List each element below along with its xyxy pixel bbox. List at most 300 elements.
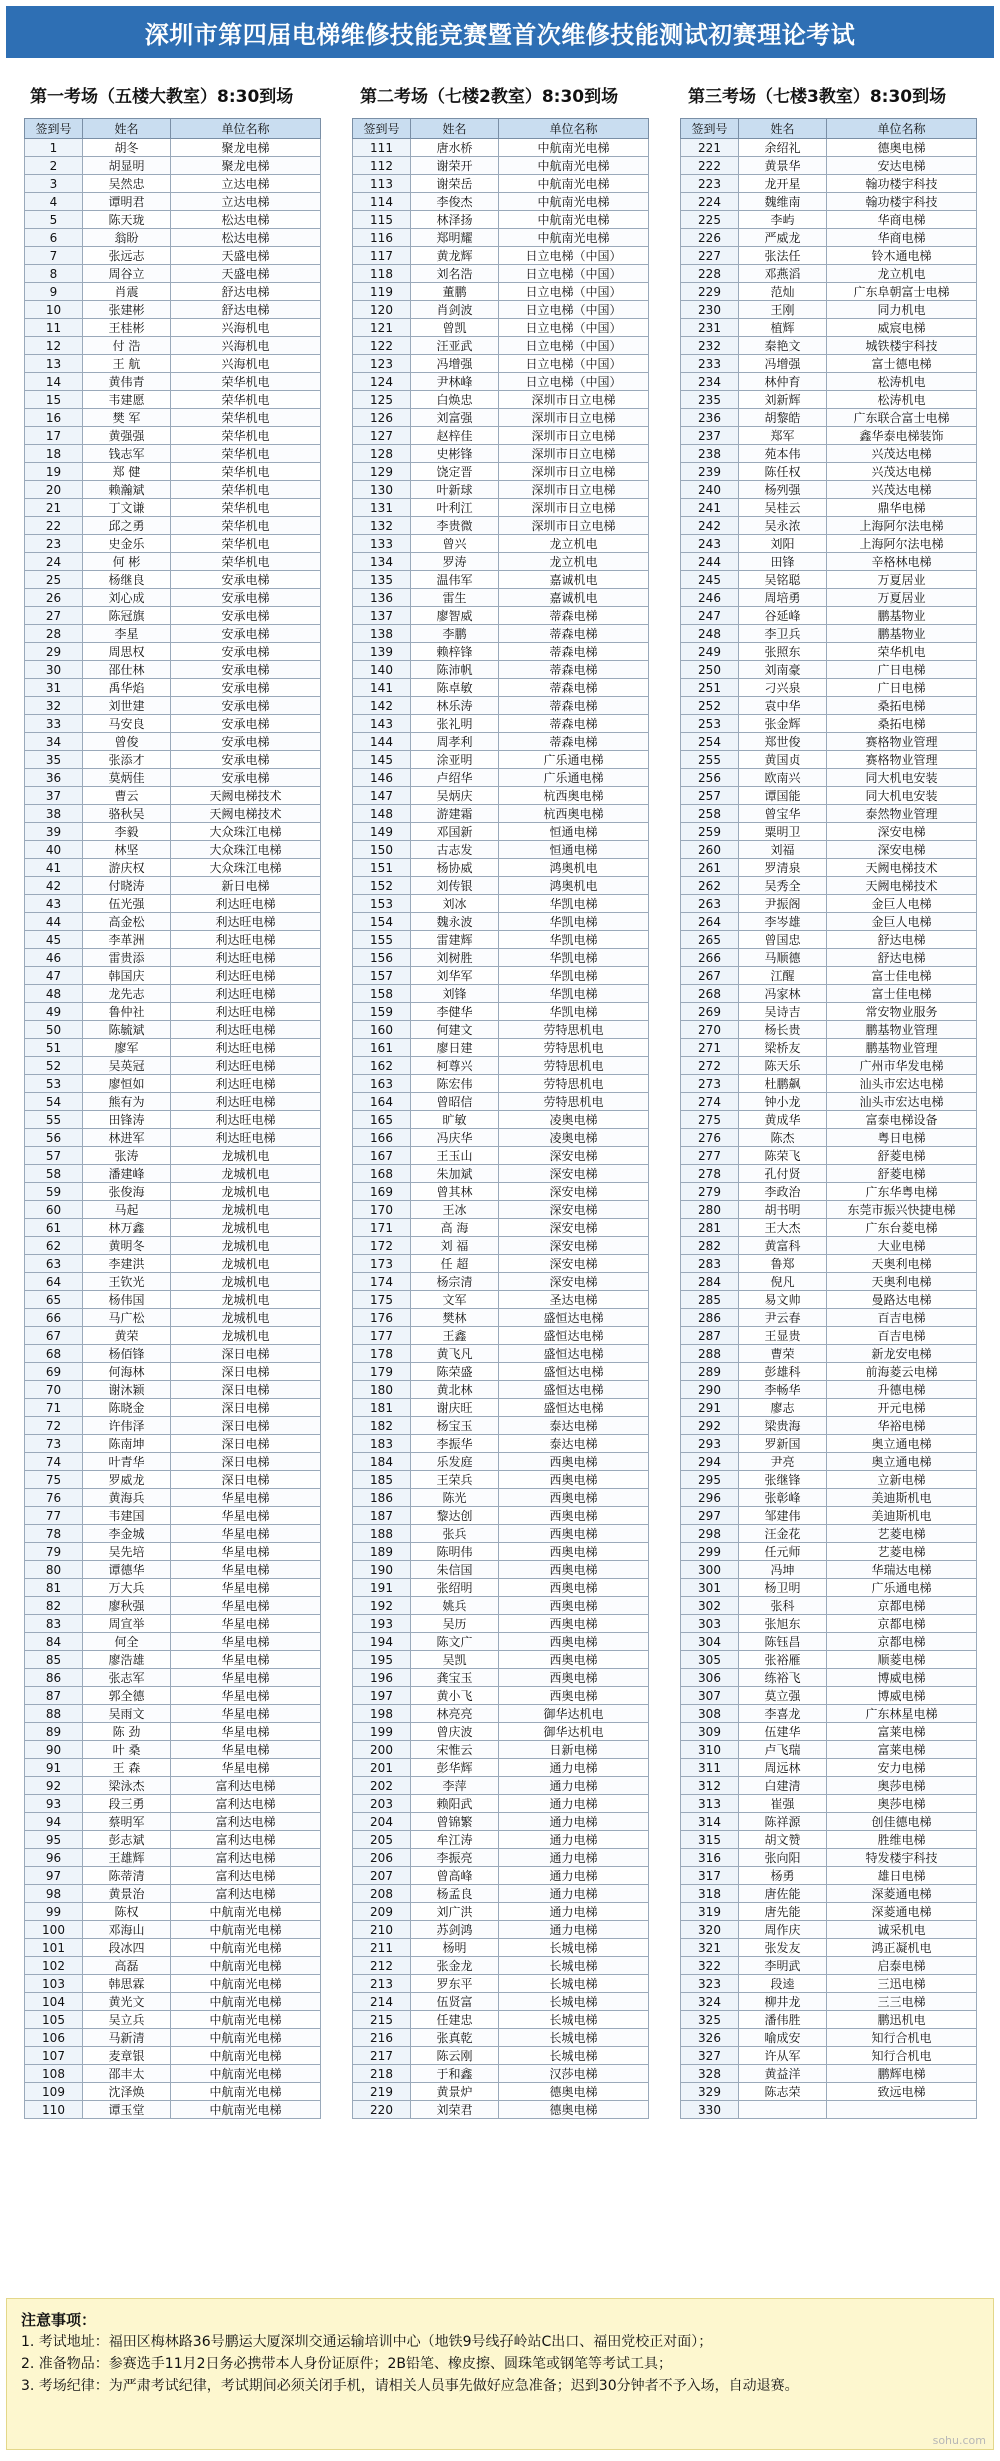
checkin-number: 9	[25, 283, 83, 301]
checkin-number: 235	[681, 391, 739, 409]
table-row	[25, 535, 321, 553]
table-row	[25, 481, 321, 499]
participant-name: 朱加斌	[411, 1165, 499, 1183]
company-name: 开元电梯	[827, 1399, 977, 1417]
checkin-number: 52	[25, 1057, 83, 1075]
checkin-number: 198	[353, 1705, 411, 1723]
company-name: 华星电梯	[171, 1615, 321, 1633]
company-name: 安承电梯	[171, 733, 321, 751]
participant-name: 刘心成	[83, 589, 171, 607]
participant-name: 王刚	[739, 301, 827, 319]
checkin-number: 83	[25, 1615, 83, 1633]
table-row	[681, 1255, 977, 1273]
participant-name: 廖军	[83, 1039, 171, 1057]
table-header	[353, 119, 649, 139]
table-row	[25, 1219, 321, 1237]
participant-name: 李建洪	[83, 1255, 171, 1273]
checkin-number: 290	[681, 1381, 739, 1399]
checkin-number: 56	[25, 1129, 83, 1147]
participant-name: 陈 劲	[83, 1723, 171, 1741]
company-name: 深菱通电梯	[827, 1885, 977, 1903]
checkin-number: 34	[25, 733, 83, 751]
participant-name: 张科	[739, 1597, 827, 1615]
table-row	[25, 1885, 321, 1903]
checkin-number: 269	[681, 1003, 739, 1021]
table-row	[25, 1309, 321, 1327]
participant-name: 邵丰太	[83, 2065, 171, 2083]
participant-name: 雷生	[411, 589, 499, 607]
table-row	[25, 1039, 321, 1057]
checkin-number: 15	[25, 391, 83, 409]
company-name: 利达旺电梯	[171, 949, 321, 967]
checkin-number: 151	[353, 859, 411, 877]
company-name: 利达旺电梯	[171, 1111, 321, 1129]
participant-name: 肖剑波	[411, 301, 499, 319]
table-row	[353, 895, 649, 913]
checkin-number: 157	[353, 967, 411, 985]
checkin-number: 82	[25, 1597, 83, 1615]
participant-name: 邓海山	[83, 1921, 171, 1939]
table-row	[25, 985, 321, 1003]
participant-name: 李岑雄	[739, 913, 827, 931]
participant-name: 罗新国	[739, 1435, 827, 1453]
checkin-number: 13	[25, 355, 83, 373]
company-name: 西奥电梯	[499, 1633, 649, 1651]
participant-name: 郑世俊	[739, 733, 827, 751]
table-row	[681, 1345, 977, 1363]
table-row	[25, 787, 321, 805]
checkin-number: 59	[25, 1183, 83, 1201]
table-row	[681, 571, 977, 589]
participant-name: 郑 健	[83, 463, 171, 481]
checkin-number: 202	[353, 1777, 411, 1795]
checkin-number: 262	[681, 877, 739, 895]
checkin-number: 259	[681, 823, 739, 841]
table-row	[681, 1039, 977, 1057]
participant-name: 曾俊	[83, 733, 171, 751]
company-name: 博威电梯	[827, 1687, 977, 1705]
company-name: 天阙电梯技术	[827, 877, 977, 895]
table-row	[681, 1903, 977, 1921]
table-row	[353, 1615, 649, 1633]
participant-name: 马起	[83, 1201, 171, 1219]
participant-name: 吴诗吉	[739, 1003, 827, 1021]
table-row	[353, 1759, 649, 1777]
company-name: 华星电梯	[171, 1651, 321, 1669]
checkin-number: 44	[25, 913, 83, 931]
table-row	[25, 697, 321, 715]
company-name: 安承电梯	[171, 679, 321, 697]
checkin-number: 252	[681, 697, 739, 715]
company-name: 美迪斯机电	[827, 1489, 977, 1507]
table-row	[353, 193, 649, 211]
checkin-number: 109	[25, 2083, 83, 2101]
table-row	[25, 1129, 321, 1147]
checkin-number: 66	[25, 1309, 83, 1327]
table-row	[353, 751, 649, 769]
table-row	[353, 1291, 649, 1309]
checkin-number: 191	[353, 1579, 411, 1597]
company-name: 西奥电梯	[499, 1597, 649, 1615]
participant-name: 段逵	[739, 1975, 827, 1993]
company-name: 大众珠江电梯	[171, 841, 321, 859]
table-row	[25, 373, 321, 391]
checkin-number: 176	[353, 1309, 411, 1327]
checkin-number: 4	[25, 193, 83, 211]
participant-name: 吴历	[411, 1615, 499, 1633]
column-header-name: 姓名	[411, 119, 499, 139]
company-name: 舒菱电梯	[827, 1147, 977, 1165]
participant-name: 李振华	[411, 1435, 499, 1453]
participant-name: 王大杰	[739, 1219, 827, 1237]
checkin-number: 54	[25, 1093, 83, 1111]
company-name: 深日电梯	[171, 1471, 321, 1489]
participant-name: 温伟军	[411, 571, 499, 589]
company-name: 松涛机电	[827, 391, 977, 409]
table-row	[353, 1849, 649, 1867]
table-row	[353, 1165, 649, 1183]
company-name: 艺菱电梯	[827, 1543, 977, 1561]
table-row	[353, 1489, 649, 1507]
table-row	[353, 1039, 649, 1057]
company-name: 华凯电梯	[499, 1003, 649, 1021]
company-name: 东莞市振兴快捷电梯	[827, 1201, 977, 1219]
checkin-number: 40	[25, 841, 83, 859]
table-row	[25, 1867, 321, 1885]
company-name: 泰达电梯	[499, 1417, 649, 1435]
checkin-number: 104	[25, 1993, 83, 2011]
participant-name: 张志军	[83, 1669, 171, 1687]
column-header-unit: 单位名称	[827, 119, 977, 139]
participant-name: 张兵	[411, 1525, 499, 1543]
company-name: 万夏居业	[827, 571, 977, 589]
checkin-number: 287	[681, 1327, 739, 1345]
participant-name: 黄小飞	[411, 1687, 499, 1705]
checkin-number: 171	[353, 1219, 411, 1237]
participant-name: 王冰	[411, 1201, 499, 1219]
participant-name: 刘传银	[411, 877, 499, 895]
checkin-number: 72	[25, 1417, 83, 1435]
company-name: 盛恒达电梯	[499, 1309, 649, 1327]
table-row	[353, 1129, 649, 1147]
company-name: 天盛电梯	[171, 265, 321, 283]
table-row	[681, 337, 977, 355]
participant-name: 杨列强	[739, 481, 827, 499]
checkin-number: 146	[353, 769, 411, 787]
company-name: 深圳市日立电梯	[499, 517, 649, 535]
checkin-number: 196	[353, 1669, 411, 1687]
table-row	[681, 553, 977, 571]
participant-name: 刘华军	[411, 967, 499, 985]
company-name: 胜维电梯	[827, 1831, 977, 1849]
company-name: 深安电梯	[499, 1273, 649, 1291]
checkin-number: 213	[353, 1975, 411, 1993]
checkin-number: 317	[681, 1867, 739, 1885]
participant-name: 王荣兵	[411, 1471, 499, 1489]
checkin-number: 234	[681, 373, 739, 391]
checkin-number: 254	[681, 733, 739, 751]
table-row	[353, 1885, 649, 1903]
checkin-number: 154	[353, 913, 411, 931]
checkin-number: 193	[353, 1615, 411, 1633]
checkin-number: 1	[25, 139, 83, 157]
company-name: 鹏基物业	[827, 625, 977, 643]
checkin-number: 268	[681, 985, 739, 1003]
company-name: 御华达机电	[499, 1723, 649, 1741]
company-name: 西奥电梯	[499, 1561, 649, 1579]
participant-name: 王玉山	[411, 1147, 499, 1165]
participant-name: 文军	[411, 1291, 499, 1309]
participant-name: 杨协威	[411, 859, 499, 877]
company-name: 京都电梯	[827, 1633, 977, 1651]
table-row	[25, 265, 321, 283]
company-name: 利达旺电梯	[171, 895, 321, 913]
table-row	[681, 391, 977, 409]
participant-name: 龙先志	[83, 985, 171, 1003]
table-row	[25, 1399, 321, 1417]
company-name: 广日电梯	[827, 661, 977, 679]
checkin-number: 298	[681, 1525, 739, 1543]
participant-name: 谢庆旺	[411, 1399, 499, 1417]
company-name: 华星电梯	[171, 1759, 321, 1777]
table-row	[681, 517, 977, 535]
participant-name: 赵梓佳	[411, 427, 499, 445]
checkin-number: 274	[681, 1093, 739, 1111]
participant-name: 古志发	[411, 841, 499, 859]
participant-name: 柳井龙	[739, 1993, 827, 2011]
checkin-number: 321	[681, 1939, 739, 1957]
table-row	[25, 1993, 321, 2011]
table-row	[681, 1957, 977, 1975]
table-row	[681, 1003, 977, 1021]
company-name: 泰然物业管理	[827, 805, 977, 823]
company-name: 龙立机电	[499, 535, 649, 553]
table-row	[353, 535, 649, 553]
table-row	[681, 1795, 977, 1813]
participant-name: 唐水桥	[411, 139, 499, 157]
checkin-number: 45	[25, 931, 83, 949]
participant-name: 杨勇	[739, 1867, 827, 1885]
participant-name: 熊有为	[83, 1093, 171, 1111]
participant-name: 廖日建	[411, 1039, 499, 1057]
checkin-number: 215	[353, 2011, 411, 2029]
checkin-number: 299	[681, 1543, 739, 1561]
checkin-number: 37	[25, 787, 83, 805]
participant-name: 丁文谦	[83, 499, 171, 517]
participant-name: 谭明君	[83, 193, 171, 211]
table-row	[25, 931, 321, 949]
company-name: 深安电梯	[827, 823, 977, 841]
table-row	[681, 427, 977, 445]
participant-name: 吴先培	[83, 1543, 171, 1561]
table-row	[681, 1975, 977, 1993]
participant-name: 陈南坤	[83, 1435, 171, 1453]
participant-name: 于和鑫	[411, 2065, 499, 2083]
participant-name: 刁兴泉	[739, 679, 827, 697]
table-row	[681, 1993, 977, 2011]
checkin-number: 58	[25, 1165, 83, 1183]
company-name: 利达旺电梯	[171, 913, 321, 931]
company-name: 奥立通电梯	[827, 1453, 977, 1471]
table-row	[25, 1597, 321, 1615]
table-row	[25, 2029, 321, 2047]
participant-name: 段三勇	[83, 1795, 171, 1813]
company-name: 启泰电梯	[827, 1957, 977, 1975]
table-row	[353, 463, 649, 481]
participant-name: 梁泳杰	[83, 1777, 171, 1795]
table-row	[681, 463, 977, 481]
participant-name: 吴然忠	[83, 175, 171, 193]
checkin-number: 192	[353, 1597, 411, 1615]
checkin-number: 158	[353, 985, 411, 1003]
participant-name: 张俊海	[83, 1183, 171, 1201]
company-name: 安承电梯	[171, 697, 321, 715]
company-name: 深圳市日立电梯	[499, 499, 649, 517]
participant-name: 禹华焰	[83, 679, 171, 697]
checkin-number: 245	[681, 571, 739, 589]
participant-name: 黎达创	[411, 1507, 499, 1525]
participant-name: 雷贵添	[83, 949, 171, 967]
participant-name: 罗清泉	[739, 859, 827, 877]
participant-name: 韦建国	[83, 1507, 171, 1525]
company-name: 安承电梯	[171, 769, 321, 787]
company-name: 西奥电梯	[499, 1471, 649, 1489]
table-row	[353, 553, 649, 571]
participant-name: 鲁郑	[739, 1255, 827, 1273]
company-name: 翰功楼宇科技	[827, 175, 977, 193]
table-row	[681, 1561, 977, 1579]
participant-name: 刘锋	[411, 985, 499, 1003]
company-name: 兴海机电	[171, 319, 321, 337]
table-row	[353, 697, 649, 715]
company-name: 天阙电梯技术	[171, 805, 321, 823]
participant-name: 李鹏	[411, 625, 499, 643]
participant-name: 许从军	[739, 2047, 827, 2065]
participant-name: 黄景治	[83, 1885, 171, 1903]
table-row	[681, 1759, 977, 1777]
company-name: 盛恒达电梯	[499, 1327, 649, 1345]
table-row	[25, 1813, 321, 1831]
participant-name: 黄北林	[411, 1381, 499, 1399]
company-name: 同大机电安装	[827, 769, 977, 787]
table-row	[25, 895, 321, 913]
participant-name: 廖智威	[411, 607, 499, 625]
participant-name: 曾兴	[411, 535, 499, 553]
checkin-number: 25	[25, 571, 83, 589]
participant-name: 陈毓斌	[83, 1021, 171, 1039]
table-row	[681, 679, 977, 697]
table-row	[353, 1795, 649, 1813]
participant-name: 李明武	[739, 1957, 827, 1975]
checkin-number: 236	[681, 409, 739, 427]
checkin-number: 309	[681, 1723, 739, 1741]
participant-name: 谭国能	[739, 787, 827, 805]
participant-name: 吴立兵	[83, 2011, 171, 2029]
participant-name: 杨伟国	[83, 1291, 171, 1309]
checkin-number: 250	[681, 661, 739, 679]
table-row	[353, 1723, 649, 1741]
participant-name: 廖志	[739, 1399, 827, 1417]
checkin-number: 43	[25, 895, 83, 913]
checkin-number: 204	[353, 1813, 411, 1831]
checkin-number: 283	[681, 1255, 739, 1273]
checkin-number: 293	[681, 1435, 739, 1453]
company-name: 上海阿尔法电梯	[827, 535, 977, 553]
table-row	[681, 499, 977, 517]
company-name: 鹏基物业	[827, 607, 977, 625]
table-row	[353, 2083, 649, 2101]
table-row	[353, 139, 649, 157]
company-name: 华星电梯	[171, 1579, 321, 1597]
company-name: 长城电梯	[499, 2029, 649, 2047]
checkin-number: 18	[25, 445, 83, 463]
checkin-number: 90	[25, 1741, 83, 1759]
checkin-number: 105	[25, 2011, 83, 2029]
company-name: 利达旺电梯	[171, 1129, 321, 1147]
company-name: 华凯电梯	[499, 931, 649, 949]
company-name: 日新电梯	[499, 1741, 649, 1759]
table-row	[681, 1111, 977, 1129]
table-row	[353, 1381, 649, 1399]
table-row	[25, 355, 321, 373]
participant-name: 杨宝玉	[411, 1417, 499, 1435]
checkin-number: 129	[353, 463, 411, 481]
participant-name: 张建彬	[83, 301, 171, 319]
table-row	[681, 1417, 977, 1435]
table-row	[353, 1741, 649, 1759]
participant-name: 尹云春	[739, 1309, 827, 1327]
checkin-number: 91	[25, 1759, 83, 1777]
company-name: 劳特思机电	[499, 1039, 649, 1057]
table-row	[353, 499, 649, 517]
table-row	[353, 1669, 649, 1687]
checkin-number: 325	[681, 2011, 739, 2029]
checkin-number: 172	[353, 1237, 411, 1255]
participant-name: 付 浩	[83, 337, 171, 355]
checkin-number: 267	[681, 967, 739, 985]
company-name: 杭西奥电梯	[499, 805, 649, 823]
table-row	[353, 805, 649, 823]
participant-name: 欧南兴	[739, 769, 827, 787]
checkin-number: 230	[681, 301, 739, 319]
participant-name: 黄飞凡	[411, 1345, 499, 1363]
company-name: 安承电梯	[171, 607, 321, 625]
table-row	[353, 319, 649, 337]
checkin-number: 17	[25, 427, 83, 445]
company-name: 大众珠江电梯	[171, 859, 321, 877]
participant-name: 吴秀全	[739, 877, 827, 895]
table-row	[681, 823, 977, 841]
company-name: 深圳市日立电梯	[499, 427, 649, 445]
company-name: 安承电梯	[171, 661, 321, 679]
checkin-number: 275	[681, 1111, 739, 1129]
participant-name: 赖瀚斌	[83, 481, 171, 499]
company-name: 蒂森电梯	[499, 661, 649, 679]
company-name: 龙城机电	[171, 1147, 321, 1165]
participant-name: 李喜龙	[739, 1705, 827, 1723]
checkin-number: 218	[353, 2065, 411, 2083]
company-name: 华星电梯	[171, 1687, 321, 1705]
checkin-number: 98	[25, 1885, 83, 1903]
participant-name: 陈明伟	[411, 1543, 499, 1561]
company-name: 大业电梯	[827, 1237, 977, 1255]
table-row	[353, 283, 649, 301]
table-row	[353, 157, 649, 175]
checkin-number: 203	[353, 1795, 411, 1813]
company-name: 中航南光电梯	[499, 175, 649, 193]
company-name: 深日电梯	[171, 1345, 321, 1363]
table-row	[353, 1777, 649, 1795]
